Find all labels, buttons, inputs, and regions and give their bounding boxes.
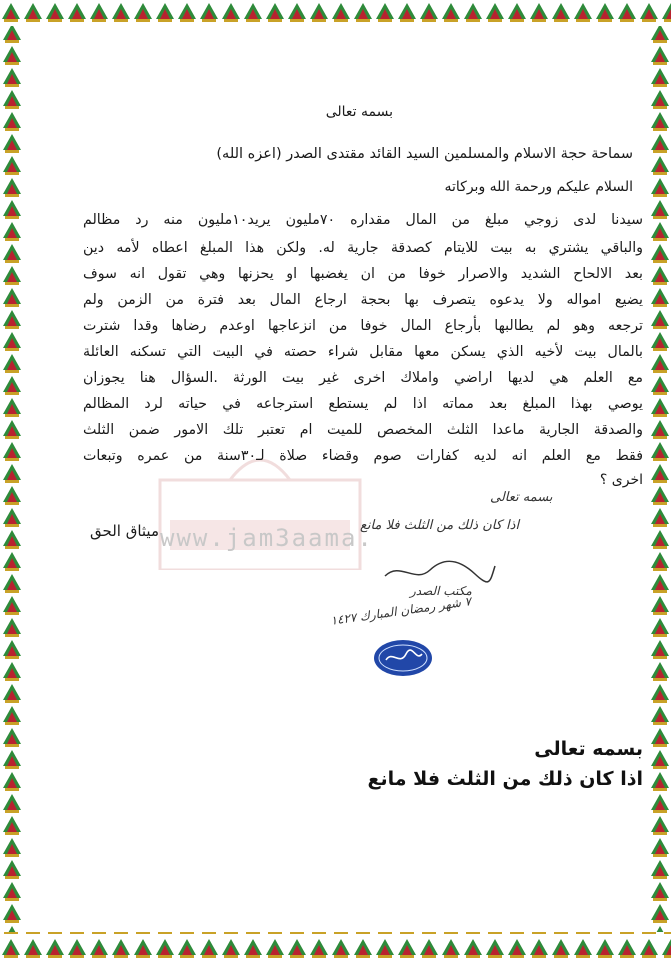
answer-text: اذا كان ذلك من الثلث فلا مانع — [367, 768, 643, 790]
body-line-5: ترجعه وهو لم يطالبها بأرجاع المال خوفا من انزعاجها اوعدم رضاها وقدا شترت — [83, 318, 643, 334]
body-line-6: بالمال بيت لأخيه الذي يسكن معها مقابل شراء حصته في البيت التي تسكنه العائلة — [83, 344, 643, 360]
handwritten-answer: اذا كان ذلك من الثلث فلا مانع — [360, 518, 520, 533]
letter-content — [83, 0, 643, 960]
body-line-2: والباقي يشتري به بيت للايتام كصدقة جارية له. ولكن هذا المبلغ اعطاه لأمه دين — [83, 240, 643, 256]
body-line-11: اخرى ؟ — [599, 472, 643, 488]
body-line-7: مع العلم هي لديها اراضي واملاك اخرى غير بيت الورثة .السؤال هنا يجوزان — [83, 370, 643, 386]
answer-title: بسمه تعالى — [534, 738, 643, 760]
handwritten-bismillah: بسمه تعالى — [490, 490, 553, 505]
watermark-url: www.jam3aama. — [160, 524, 374, 552]
body-line-9: والصدقة الجارية ماعدا الثلث المخصص للميت ام تعتبر تلك الامور ضمن الثلث — [83, 422, 643, 438]
addressee-line: سماحة حجة الاسلام والمسلمين السيد القائد مقتدى الصدر (اعزه الله) — [216, 146, 633, 162]
body-line-4: يضيع امواله ولا يدعوه يتصرف بها بحجة ارجاع المال بعد فترة من الزمن ولم — [83, 292, 643, 308]
office-seal — [372, 638, 434, 678]
handwritten-signature — [380, 556, 500, 586]
body-line-10: فقط مع العلم انه لديه كفارات صوم وقضاء صلاة لـ٣٠سنة من عمره وتبعات — [83, 448, 643, 464]
body-line-8: يوصي بهذا المبلغ بعد مماته اذا لم يستطع استرجاعه في حياته لرد المظالم — [83, 396, 643, 412]
handwritten-office: مكتب الصدر — [410, 584, 472, 598]
body-line-1: سيدنا لدى زوجي مبلغ من المال مقداره ٧٠مليون يريد١٠مليون منه رد مظالم — [83, 212, 643, 228]
signature-name: ميثاق الحق — [90, 522, 159, 540]
body-line-3: بعد الالحاح الشديد والاصرار خوفا من ان يغضبها او يحزنها وهي تقول انه سوف — [83, 266, 643, 282]
bismillah-heading: بسمه تعالى — [325, 104, 393, 120]
handwritten-date: ٧ شهر رمضان المبارك ١٤٢٧ — [329, 594, 472, 628]
greeting-line: السلام عليكم ورحمة الله وبركاته — [444, 179, 633, 195]
